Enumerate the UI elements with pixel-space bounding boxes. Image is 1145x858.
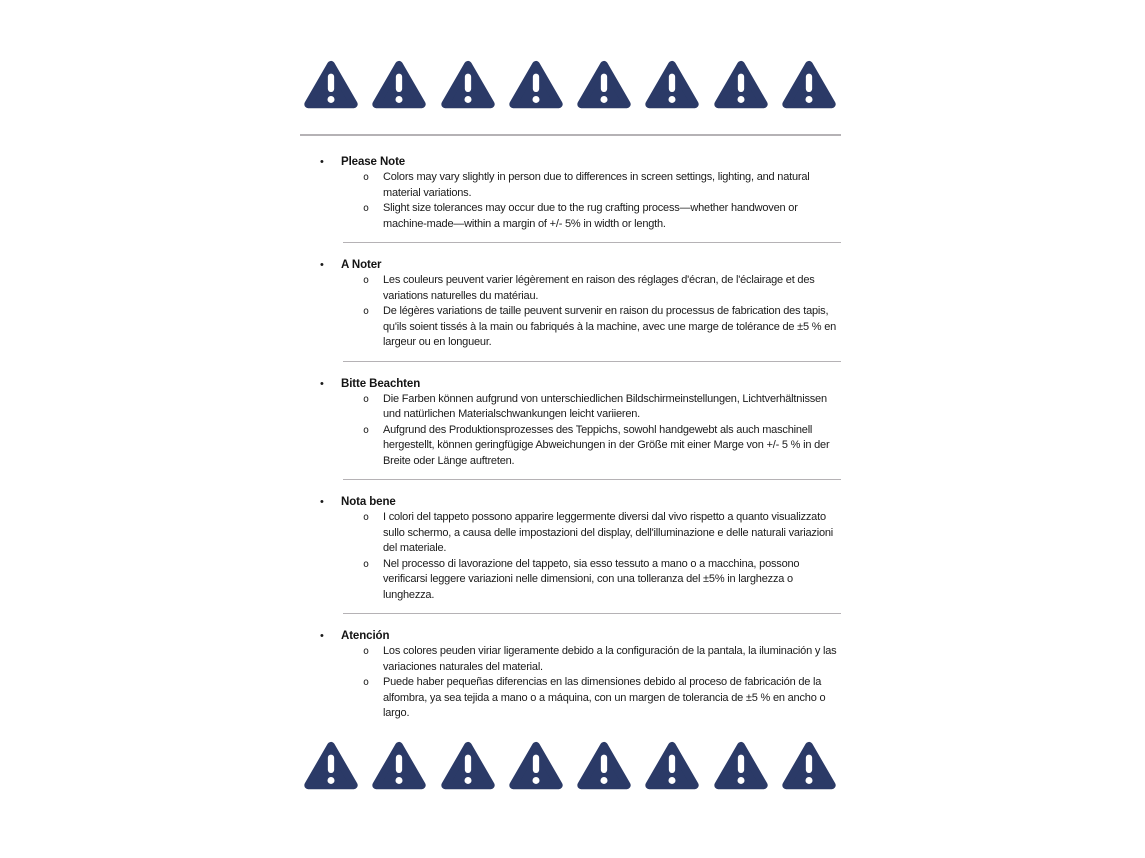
note-section-english — [300, 154, 841, 243]
note-text: Slight size tolerances may occur due to the rug crafting process—whether handwoven or machine-made—within a margin of +/- 5% in width or length. — [383, 202, 798, 230]
note-section-french — [300, 257, 841, 362]
warning-triangle-icon — [644, 740, 700, 792]
note-section-italian — [300, 494, 841, 614]
warning-triangle-icon — [644, 59, 700, 111]
warning-triangle-icon — [508, 740, 564, 792]
sub-bullet-icon: o — [363, 424, 370, 436]
warning-triangle-icon — [303, 740, 359, 792]
note-text: Nel processo di lavorazione del tappeto, sia esso tessuto a mano o a macchina, possono verificarsi leggere variazioni nelle dimensioni, con una tolleranza del ±5% in larghezza o lunghezza. — [383, 557, 800, 601]
bullet-icon: • — [320, 377, 324, 390]
section-title: Bitte Beachten — [341, 377, 421, 390]
warning-triangle-icon — [440, 740, 496, 792]
section-title: Nota bene — [341, 496, 396, 508]
section-divider — [343, 613, 841, 614]
bullet-icon: • — [320, 259, 324, 271]
bullet-icon: • — [320, 496, 324, 508]
note-text: De légères variations de taille peuvent survenir en raison du processus de fabrication des tapis, qu'ils soient tissés à la main ou fabriqués à la machine, avec une marge de tolérance de ±5 % en largeur ou en longueur. — [383, 305, 837, 348]
note-text: Les couleurs peuvent varier légèrement en raison des réglages d'écran, de l'éclairage et des variations naturelles du matériau. — [383, 274, 815, 302]
note-text: Puede haber pequeñas diferencias en las dimensiones debido al proceso de fabricación de la alfombra, ya sea tejida a mano o a máquina, con un margen de tolerancia de ±5 % en ancho o largo. — [383, 676, 826, 719]
note-section-spanish — [300, 628, 841, 722]
section-title: Atención — [341, 630, 390, 642]
sub-bullet-icon: o — [363, 393, 370, 405]
sub-bullet-icon: o — [363, 203, 370, 214]
section-divider — [343, 479, 841, 480]
warning-triangle-icon — [713, 740, 769, 792]
top-divider — [300, 134, 841, 136]
warning-triangle-icon — [508, 59, 564, 111]
sub-bullet-icon: o — [363, 646, 370, 657]
section-divider — [343, 361, 841, 362]
warning-triangle-icon — [371, 59, 427, 111]
sub-bullet-icon: o — [363, 677, 370, 688]
warning-triangle-icon — [781, 740, 837, 792]
sub-bullet-icon: o — [363, 275, 370, 286]
section-title: Please Note — [341, 156, 406, 168]
note-text: Aufgrund des Produktionsprozesses des Teppichs, sowohl handgewebt als auch maschinell hergestellt, können geringfügige Abweichungen in der Größe mit einer Marge von +/- 5 % in der Breite oder Länge auftreten. — [383, 423, 830, 467]
sub-bullet-icon: o — [363, 306, 370, 317]
note-section-german — [300, 376, 841, 481]
note-text: Colors may vary slightly in person due to differences in screen settings, lighting, and natural material variations. — [383, 171, 810, 199]
sub-bullet-icon: o — [363, 172, 370, 183]
warning-triangle-icon — [440, 59, 496, 111]
note-text: Die Farben können aufgrund von unterschiedlichen Bildschirmeinstellungen, Lichtverhältnissen und natürlichen Materialschwankungen leicht variieren. — [383, 392, 827, 420]
section-title: A Noter — [341, 259, 382, 271]
warning-icons-row-bottom — [303, 740, 837, 792]
section-divider — [343, 242, 841, 243]
warning-icons-row-top — [303, 59, 837, 111]
bullet-icon: • — [320, 156, 324, 168]
warning-triangle-icon — [303, 59, 359, 111]
warning-triangle-icon — [576, 740, 632, 792]
warning-triangle-icon — [371, 740, 427, 792]
warning-triangle-icon — [576, 59, 632, 111]
bullet-icon: • — [320, 630, 324, 642]
warning-triangle-icon — [713, 59, 769, 111]
notes-content — [300, 140, 841, 722]
sub-bullet-icon: o — [363, 558, 370, 570]
note-text: Los colores peuden viriar ligeramente debido a la configuración de la pantala, la iluminación y las variaciones naturales del material. — [383, 645, 837, 673]
note-text: I colori del tappeto possono apparire leggermente diversi dal vivo rispetto a quanto visualizzato sullo schermo, a causa delle impostazioni del display, dell'illuminazione e delle naturali variazioni del materiale. — [383, 511, 834, 554]
sub-bullet-icon: o — [363, 512, 370, 523]
warning-triangle-icon — [781, 59, 837, 111]
